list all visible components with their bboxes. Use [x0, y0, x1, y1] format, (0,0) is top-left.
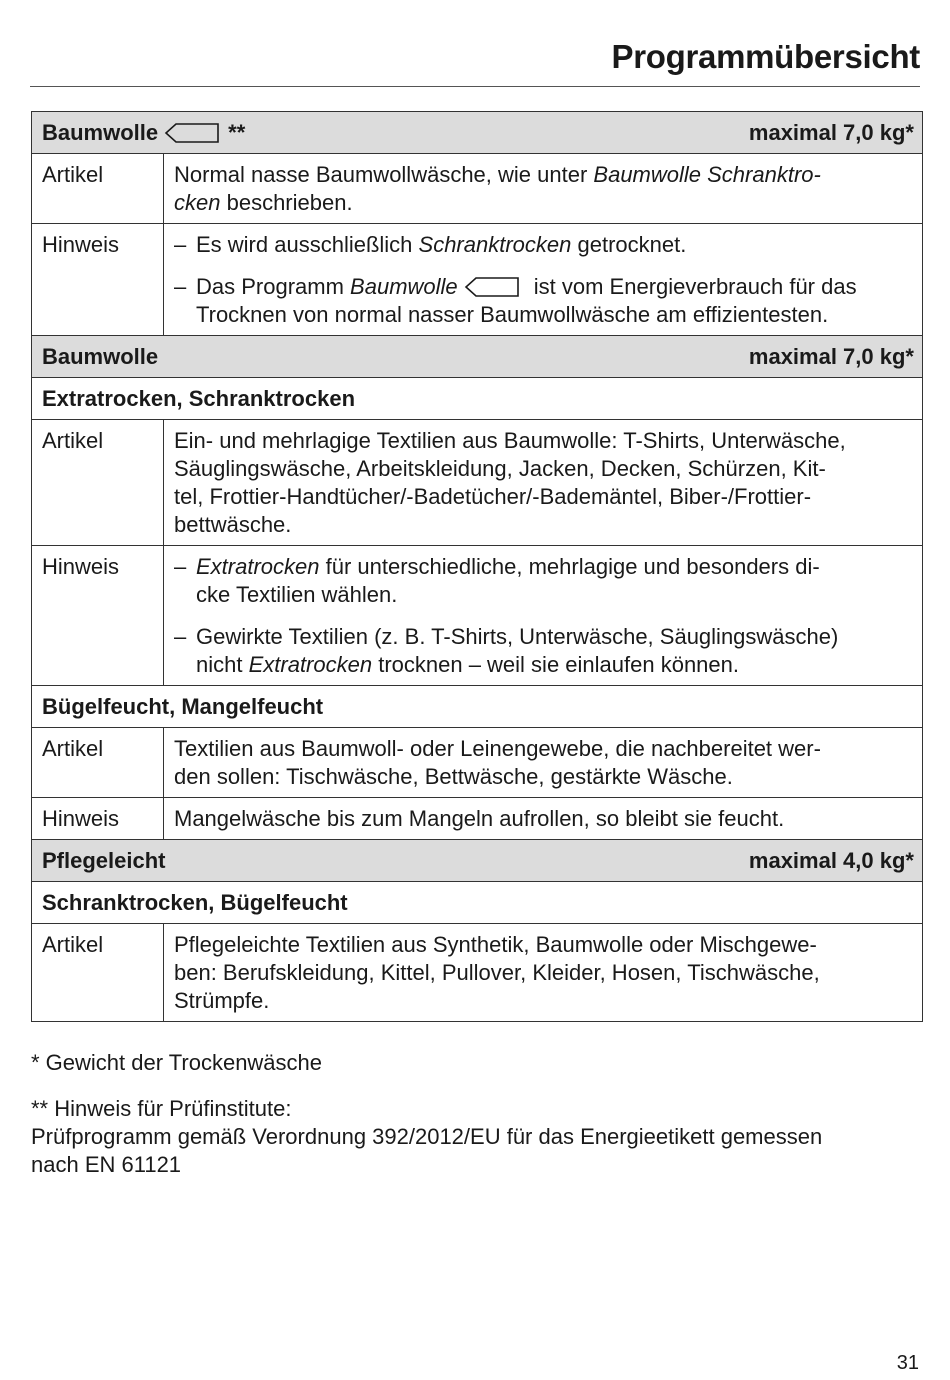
row-label: Artikel: [32, 420, 164, 546]
row-text: Normal nasse Baumwollwäsche, wie unter Baumwolle Schranktro- cken beschrieben.: [164, 154, 923, 224]
row-text: Pflegeleichte Textilien aus Synthetik, Baumwolle oder Mischgewe- ben: Berufskleidung, Kittel, Pullover, Kleider, Hosen, Tischwäsche, Strümpfe.: [164, 924, 923, 1022]
footnote-marker: **: [228, 120, 246, 145]
hinweis-row: [32, 798, 923, 840]
footnote-test-line: nach EN 61121: [31, 1152, 182, 1177]
page-title: Programmübersicht: [611, 38, 920, 75]
list-item: – Das Programm Baumwolle ist vom Energieverbrauch für das Trocknen von normal nasser Baumwollwäsche am effizientesten.: [174, 274, 857, 327]
artikel-row: [32, 924, 923, 1022]
row-label: Hinweis: [32, 798, 164, 840]
footnote-test-line: Prüfprogramm gemäß Verordnung 392/2012/EU für das Energieetikett gemessen: [31, 1124, 823, 1149]
subsection-title: Bügelfeucht, Mangelfeucht: [32, 686, 923, 728]
artikel-row: [32, 420, 923, 546]
row-text: Mangelwäsche bis zum Mangeln aufrollen, so bleibt sie feucht.: [164, 798, 923, 840]
max-load: maximal 7,0 kg*: [748, 120, 914, 145]
hinweis-row: [32, 546, 923, 686]
footnote-test-title: ** Hinweis für Prüfinstitute:: [31, 1096, 292, 1121]
row-text: Textilien aus Baumwoll- oder Leinengewebe, die nachbereitet wer- den sollen: Tischwäsche, Bettwäsche, gestärkte Wäsche.: [164, 728, 923, 798]
row-label: Artikel: [32, 154, 164, 224]
section-name: Baumwolle: [42, 344, 159, 369]
row-text: [164, 224, 923, 336]
row-text: [164, 546, 923, 686]
section-header-baumwolle-eco: [32, 112, 923, 154]
footnote-weight: * Gewicht der Trockenwäsche: [31, 1050, 323, 1075]
footnotes: [31, 1049, 923, 1179]
list-item: – Extratrocken für unterschiedliche, mehrlagige und besonders di- cke Textilien wählen.: [174, 554, 820, 607]
row-text: Ein- und mehrlagige Textilien aus Baumwolle: T-Shirts, Unterwäsche, Säuglingswäsche, Arbeitskleidung, Jacken, Decken, Schürzen, Kit- tel, Frottier-Handtücher/-Badetücher/-Bademäntel, Biber-/Frottier- bettwäsche.: [164, 420, 923, 546]
section-header-baumwolle: [32, 336, 923, 378]
max-load: maximal 7,0 kg*: [748, 344, 914, 369]
eco-arrow-icon: [164, 122, 220, 144]
subsection-title: Schranktrocken, Bügelfeucht: [32, 882, 923, 924]
artikel-row: [32, 728, 923, 798]
row-label: Artikel: [32, 728, 164, 798]
program-table: [31, 111, 923, 1022]
row-label: Artikel: [32, 924, 164, 1022]
max-load: maximal 4,0 kg*: [748, 848, 914, 873]
row-label: Hinweis: [32, 224, 164, 336]
row-label: Hinweis: [32, 546, 164, 686]
title-rule: [30, 86, 920, 87]
hinweis-row: [32, 224, 923, 336]
section-header-pflegeleicht: [32, 840, 923, 882]
list-item: – Es wird ausschließlich Schranktrocken getrocknet.: [174, 232, 687, 257]
list-item: – Gewirkte Textilien (z. B. T-Shirts, Unterwäsche, Säuglingswäsche) nicht Extratrocken trocknen – weil sie einlaufen können.: [174, 624, 839, 677]
eco-arrow-icon: [464, 276, 520, 298]
section-name: Pflegeleicht: [42, 848, 166, 873]
page-number: 31: [896, 1352, 919, 1374]
subsection-title: Extratrocken, Schranktrocken: [32, 378, 923, 420]
artikel-row: [32, 154, 923, 224]
section-name: Baumwolle: [42, 120, 159, 145]
